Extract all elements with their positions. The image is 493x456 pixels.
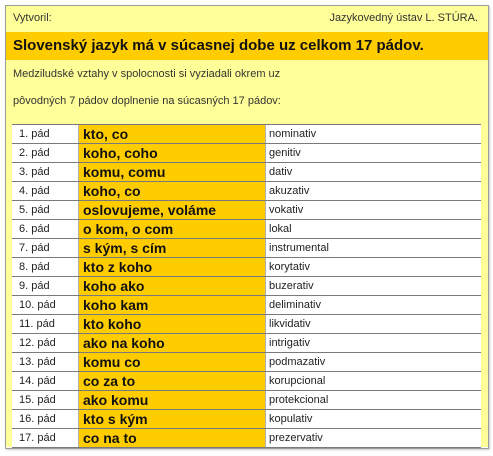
case-question: kto s kým — [79, 410, 266, 428]
subtitle-line-1: Medziludské vztahy v spolocnosti si vyziadali okrem uz — [13, 68, 281, 80]
case-question: kto koho — [79, 315, 266, 333]
case-name: podmazativ — [269, 356, 326, 368]
case-row — [12, 220, 481, 239]
case-name: buzerativ — [269, 280, 314, 292]
case-number: 17. pád — [12, 429, 79, 447]
case-row — [12, 391, 481, 410]
case-question: kto, co — [79, 125, 266, 143]
case-number: 8. pád — [12, 258, 79, 276]
case-question: koho ako — [79, 277, 266, 295]
case-row — [12, 239, 481, 258]
header-panel — [6, 6, 488, 116]
case-row — [12, 372, 481, 391]
case-number: 13. pád — [12, 353, 79, 371]
subtitle-line-2: pôvodných 7 pádov doplnenie na súcasných 17 pádov: — [13, 95, 281, 107]
case-question: ako komu — [79, 391, 266, 409]
case-name: korytativ — [269, 261, 310, 273]
case-number: 12. pád — [12, 334, 79, 352]
case-number: 9. pád — [12, 277, 79, 295]
case-name: prezervativ — [269, 432, 323, 444]
case-name: likvidativ — [269, 318, 311, 330]
case-question: oslovujeme, voláme — [79, 201, 266, 219]
case-row — [12, 296, 481, 315]
institute-label: Jazykovedný ústav L. STÚRA. — [329, 12, 478, 24]
case-row — [12, 201, 481, 220]
case-name: intrigativ — [269, 337, 310, 349]
case-name: protekcional — [269, 394, 329, 406]
case-number: 3. pád — [12, 163, 79, 181]
document-sheet — [5, 5, 489, 449]
case-number: 15. pád — [12, 391, 79, 409]
case-question: komu, comu — [79, 163, 266, 181]
case-row — [12, 315, 481, 334]
case-name: genitiv — [269, 147, 301, 159]
case-number: 7. pád — [12, 239, 79, 257]
case-row — [12, 334, 481, 353]
case-row — [12, 125, 481, 144]
case-row — [12, 144, 481, 163]
case-question: kto z koho — [79, 258, 266, 276]
case-question: co na to — [79, 429, 266, 447]
header-top-row — [6, 6, 488, 32]
case-number: 10. pád — [12, 296, 79, 314]
case-question: o kom, o com — [79, 220, 266, 238]
case-row — [12, 410, 481, 429]
case-number: 2. pád — [12, 144, 79, 162]
cases-table — [12, 124, 481, 448]
case-name: dativ — [269, 166, 293, 178]
case-number: 4. pád — [12, 182, 79, 200]
case-name: nominativ — [269, 128, 317, 140]
case-name: akuzativ — [269, 185, 310, 197]
case-row — [12, 182, 481, 201]
case-name: lokal — [269, 223, 292, 235]
case-row — [12, 429, 481, 448]
case-number: 6. pád — [12, 220, 79, 238]
case-row — [12, 163, 481, 182]
case-name: deliminativ — [269, 299, 321, 311]
case-question: koho, coho — [79, 144, 266, 162]
case-name: kopulativ — [269, 413, 313, 425]
case-number: 5. pád — [12, 201, 79, 219]
made-by-label: Vytvoril: — [13, 12, 52, 24]
title-band — [6, 32, 488, 60]
case-question: komu co — [79, 353, 266, 371]
case-question: ako na koho — [79, 334, 266, 352]
case-number: 16. pád — [12, 410, 79, 428]
case-name: vokativ — [269, 204, 304, 216]
case-number: 1. pád — [12, 125, 79, 143]
case-row — [12, 277, 481, 296]
case-question: koho kam — [79, 296, 266, 314]
case-number: 11. pád — [12, 315, 79, 333]
case-name: instrumental — [269, 242, 329, 254]
cases-table-area — [6, 116, 488, 447]
case-question: co za to — [79, 372, 266, 390]
case-row — [12, 353, 481, 372]
case-question: koho, co — [79, 182, 266, 200]
case-question: s kým, s cím — [79, 239, 266, 257]
page-title: Slovenský jazyk má v súcasnej dobe uz celkom 17 pádov. — [13, 37, 424, 54]
case-number: 14. pád — [12, 372, 79, 390]
case-row — [12, 258, 481, 277]
case-name: korupcional — [269, 375, 326, 387]
